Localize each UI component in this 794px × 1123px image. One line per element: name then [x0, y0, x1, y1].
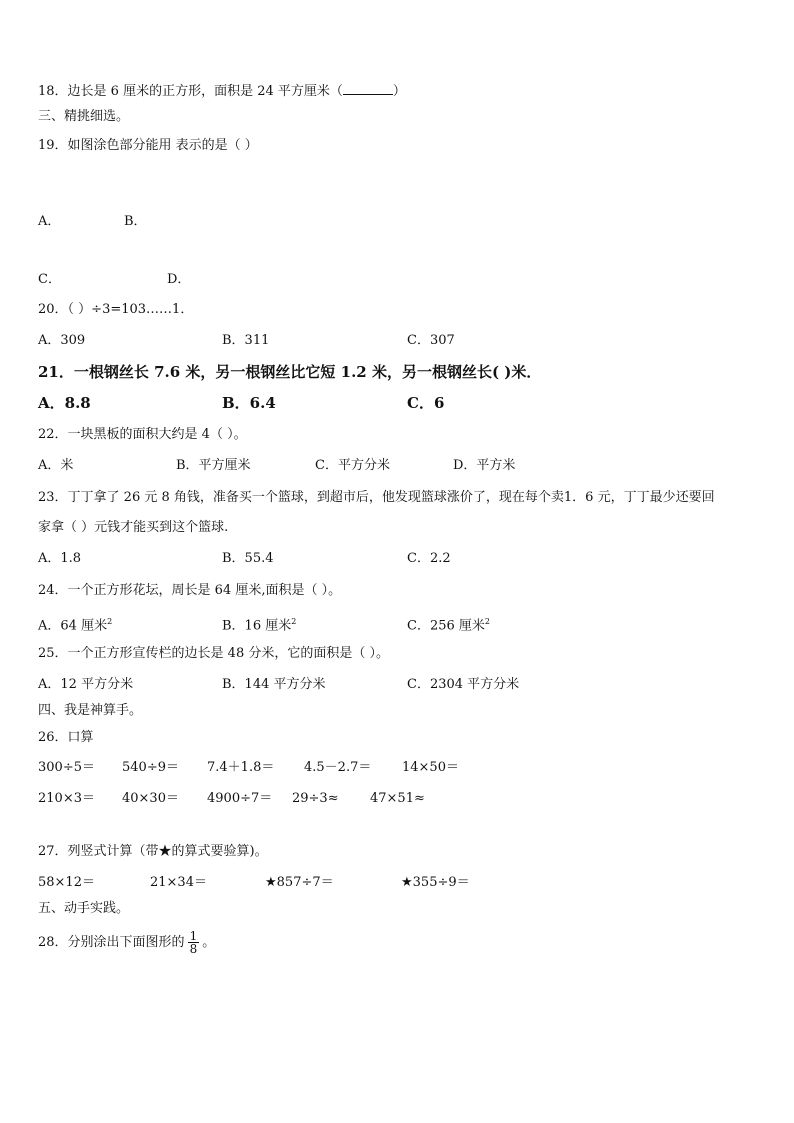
q27-expr: 58×12＝: [38, 875, 95, 890]
q22-text: 一块黑板的面积大约是 4（ ）。: [67, 427, 247, 442]
q25-line: [38, 645, 389, 663]
q24-text: 一个正方形花坛，周长是 64 厘米,面积是（ ）。: [67, 583, 342, 598]
q22-option-b[interactable]: B．平方厘米: [176, 458, 251, 473]
q27-expr: ★355÷9＝: [401, 875, 470, 890]
q23-line-2: 家拿（ ）元钱才能买到这个篮球.: [38, 520, 229, 535]
q27-text: 列竖式计算（带★的算式要验算)。: [67, 844, 268, 859]
q28-text: 分别涂出下面图形的: [67, 935, 185, 950]
q21-text: 一根钢丝长 7.6 米，另一根钢丝比它短 1.2 米，另一根钢丝长( )米．: [73, 363, 542, 381]
q20-option-b[interactable]: B．311: [222, 333, 270, 348]
superscript: 2: [291, 617, 297, 626]
q18-answer-blank[interactable]: [343, 82, 393, 95]
q19-option-a[interactable]: A．: [38, 214, 61, 229]
q24-line: [38, 582, 341, 600]
q19-number: 19．: [38, 138, 68, 153]
q26-expr: 4.5－2.7＝: [304, 760, 372, 775]
q24-option-a[interactable]: [38, 613, 112, 635]
fraction-numerator: 1: [189, 929, 198, 943]
q28-end: 。: [202, 935, 216, 950]
q27-number: 27．: [38, 844, 68, 859]
q26-expr: 29÷3≈: [292, 791, 339, 806]
q19-line: [38, 137, 258, 155]
q23-line: [38, 489, 715, 507]
q21-line: [38, 363, 541, 381]
fraction: [188, 930, 200, 955]
q28-number: 28．: [38, 935, 68, 950]
q27-expr: 21×34＝: [150, 875, 207, 890]
q24-option-a-label: A．64 厘米: [38, 618, 108, 634]
q26-line: [38, 729, 94, 747]
q19-option-c[interactable]: C．: [38, 272, 61, 287]
q23-option-b[interactable]: B．55.4: [222, 551, 274, 566]
q20-text: （ ）÷3=103……1．: [67, 302, 194, 317]
q24-number: 24．: [38, 583, 68, 598]
q23-option-c[interactable]: C．2.2: [407, 551, 451, 566]
q21-option-a[interactable]: A．8.8: [38, 394, 91, 412]
q26-expr: 300÷5＝: [38, 760, 95, 775]
q23-option-a[interactable]: A．1.8: [38, 551, 82, 566]
q26-expr: 14×50＝: [402, 760, 459, 775]
q27-expr: ★857÷7＝: [265, 875, 334, 890]
q26-expr: 4900÷7＝: [207, 791, 273, 806]
fraction-denominator: 8: [189, 942, 198, 956]
section-4-heading: 四、我是神算手。: [38, 703, 143, 718]
q22-option-a[interactable]: A．米: [38, 458, 74, 473]
q26-expr: 210×3＝: [38, 791, 95, 806]
q22-option-d[interactable]: D．平方米: [453, 458, 516, 473]
q26-text: 口算: [67, 730, 94, 745]
superscript: 2: [484, 617, 490, 626]
q21-number: 21．: [38, 363, 74, 381]
q19-option-d[interactable]: D．: [167, 272, 191, 287]
q22-option-c[interactable]: C．平方分米: [315, 458, 390, 473]
q24-option-b-label: B．16 厘米: [222, 618, 292, 634]
section-3-heading: 三、精挑细选。: [38, 109, 130, 124]
q26-expr: 40×30＝: [122, 791, 179, 806]
superscript: 2: [107, 617, 113, 626]
q24-option-b[interactable]: [222, 613, 296, 635]
q18-text: 边长是 6 厘米的正方形，面积是 24 平方厘米（: [67, 84, 343, 99]
q18-close: ）: [392, 84, 406, 99]
q18-line: [38, 82, 406, 101]
q26-expr: 47×51≈: [370, 791, 425, 806]
q23-number: 23．: [38, 490, 68, 505]
q25-option-c[interactable]: C．2304 平方分米: [407, 677, 520, 692]
q19-option-b[interactable]: B．: [124, 214, 147, 229]
q19-text: 如图涂色部分能用 表示的是（ ）: [67, 138, 258, 153]
q25-number: 25．: [38, 646, 68, 661]
section-5-heading: 五、动手实践。: [38, 901, 130, 916]
q24-option-c-label: C．256 厘米: [407, 618, 485, 634]
q28-line: [38, 930, 215, 956]
q20-line: [38, 301, 193, 319]
q25-option-b[interactable]: B．144 平方分米: [222, 677, 326, 692]
q26-expr: 540÷9＝: [122, 760, 179, 775]
q26-number: 26．: [38, 730, 68, 745]
q20-option-a[interactable]: A．309: [38, 333, 86, 348]
q26-expr: 7.4＋1.8＝: [207, 760, 275, 775]
q20-option-c[interactable]: C．307: [407, 333, 455, 348]
q25-option-a[interactable]: A．12 平方分米: [38, 677, 134, 692]
q21-option-b[interactable]: B．6.4: [222, 394, 276, 412]
q21-option-c[interactable]: C．6: [407, 394, 445, 412]
q25-text: 一个正方形宣传栏的边长是 48 分米，它的面积是（ ）。: [67, 646, 389, 661]
q18-number: 18．: [38, 84, 68, 99]
q20-number: 20．: [38, 302, 68, 317]
q27-line: [38, 843, 268, 861]
q22-line: [38, 426, 247, 444]
q24-option-c[interactable]: [407, 613, 490, 635]
q22-number: 22．: [38, 427, 68, 442]
q23-text: 丁丁拿了 26 元 8 角钱，准备买一个篮球，到超市后，他发现篮球涨价了，现在每个卖1．6 元，丁丁最少还要回: [67, 490, 715, 505]
